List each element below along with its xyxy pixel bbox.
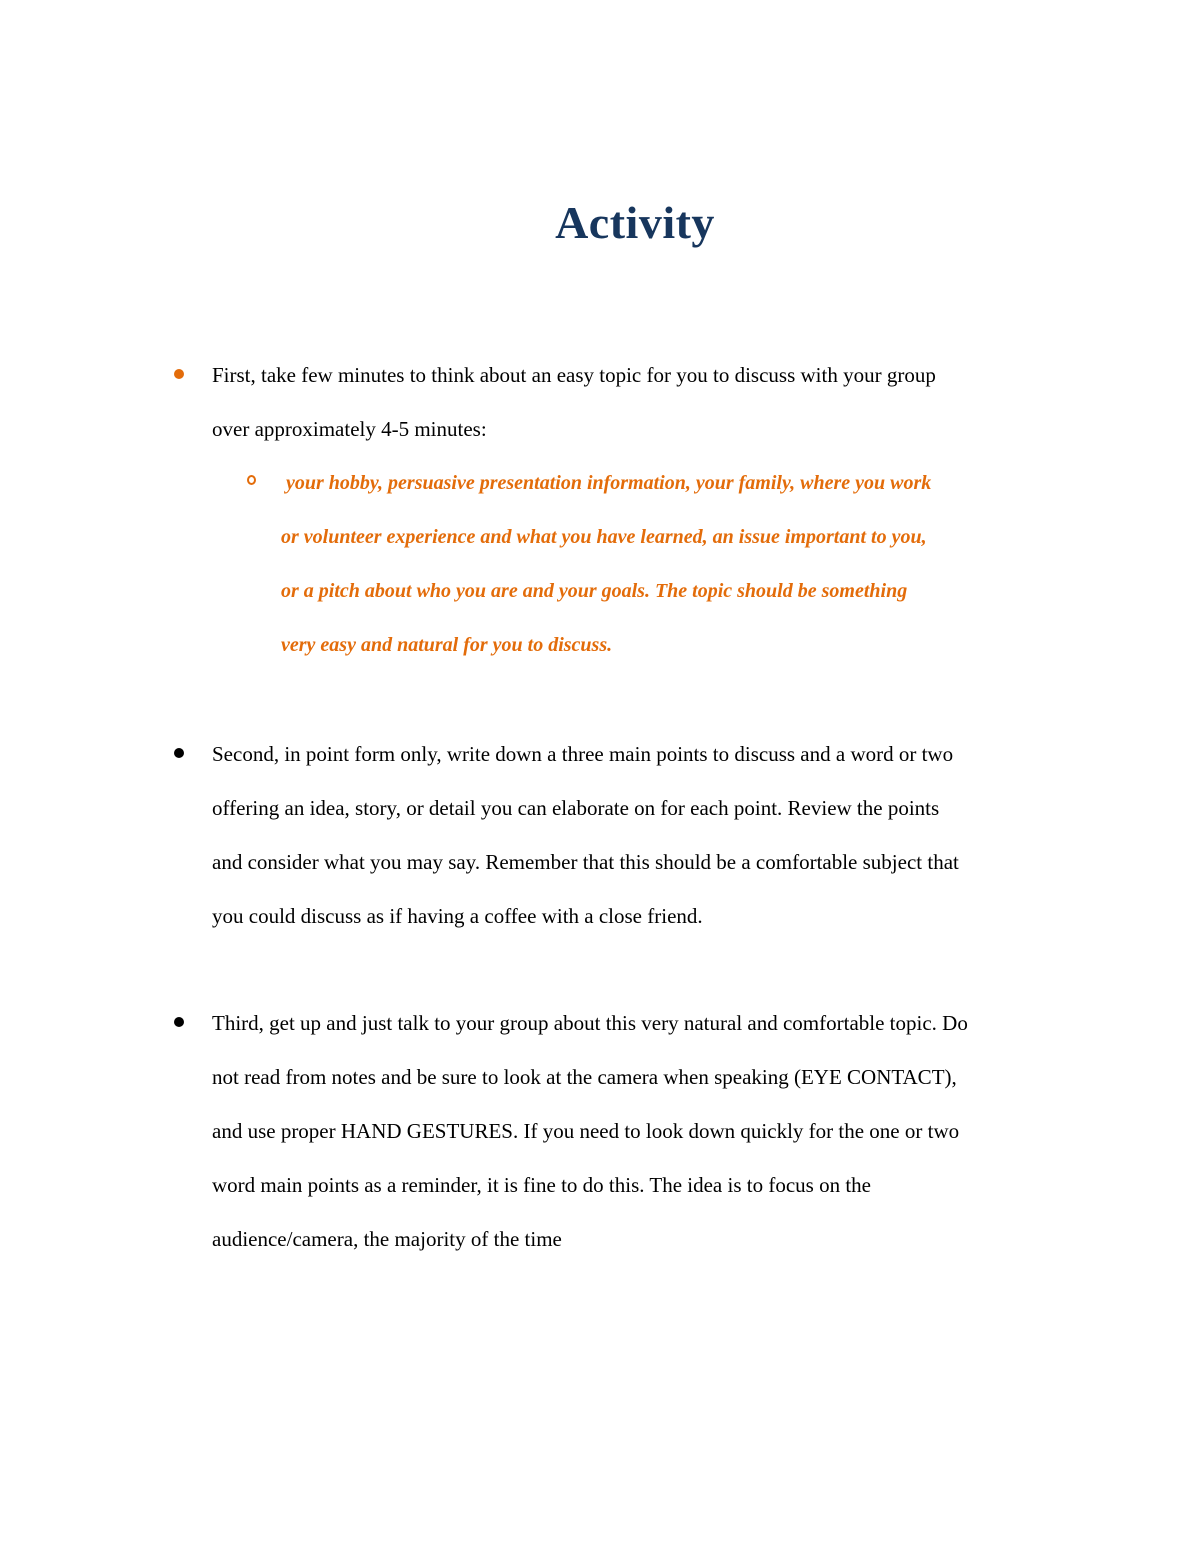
list-item-line: First, take few minutes to think about an easy topic for you to discuss with your group (212, 363, 936, 387)
list-item-line: and use proper HAND GESTURES. If you need to look down quickly for the one or two (212, 1119, 960, 1143)
list-item-line: not read from notes and be sure to look at the camera when speaking (EYE CONTACT), (212, 1065, 957, 1089)
sub-list-item-line: or volunteer experience and what you have learned, an issue important to you, (281, 526, 927, 548)
sub-list-item-line: your hobby, persuasive presentation information, your family, where you work (281, 472, 932, 494)
list-item-line: over approximately 4-5 minutes: (212, 417, 487, 441)
list-item-second (212, 727, 1072, 943)
sub-list-item-line: or a pitch about who you are and your goals. The topic should be something (281, 580, 908, 602)
list-item-line: word main points as a reminder, it is fine to do this. The idea is to focus on the (212, 1173, 871, 1197)
list-item-first (212, 348, 1072, 456)
list-item-line: audience/camera, the majority of the time (212, 1227, 562, 1251)
sub-list-item-line: very easy and natural for you to discuss. (281, 634, 613, 656)
bullet-icon (174, 369, 184, 379)
sub-list-item-topics (281, 456, 1081, 672)
hollow-circle-bullet-icon (247, 475, 256, 485)
list-item-line: you could discuss as if having a coffee with a close friend. (212, 904, 703, 928)
bullet-icon (174, 748, 184, 758)
bullet-icon (174, 1017, 184, 1027)
list-item-line: offering an idea, story, or detail you can elaborate on for each point. Review the points (212, 796, 940, 820)
list-item-line: and consider what you may say. Remember that this should be a comfortable subject that (212, 850, 959, 874)
list-item-line: Third, get up and just talk to your group about this very natural and comfortable topic. Do (212, 1011, 968, 1035)
list-item-third (212, 996, 1072, 1266)
page-title: Activity (555, 197, 715, 248)
list-item-line: Second, in point form only, write down a three main points to discuss and a word or two (212, 742, 954, 766)
